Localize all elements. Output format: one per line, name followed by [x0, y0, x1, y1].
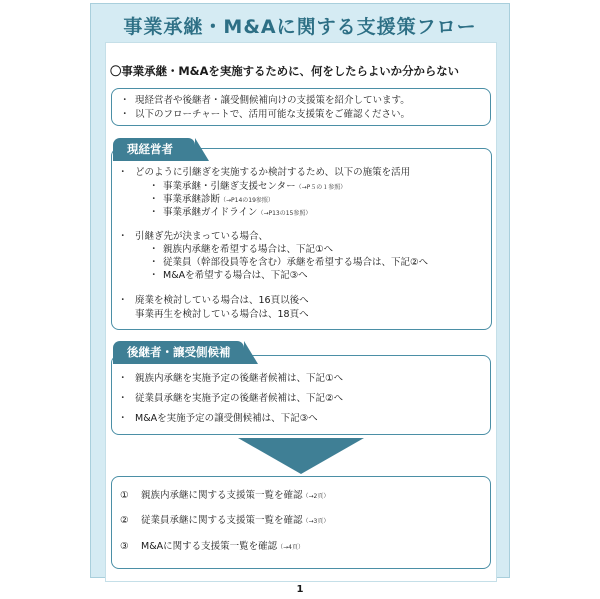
bullet-dot: ・	[149, 270, 159, 281]
result-text: 親族内承継に関する支援策一覧を確認	[141, 490, 303, 501]
result-number: ②	[120, 515, 129, 526]
bullet-dot: ・	[118, 393, 128, 404]
result-link-employee[interactable]	[141, 516, 329, 526]
bullet-dot: ・	[149, 207, 159, 218]
result-link-ma[interactable]	[141, 542, 304, 552]
owner-bullet-2: 引継ぎ先が決まっている場合、	[135, 231, 269, 242]
owner-bullet-1: どのように引継ぎを実施するか検討するため、以下の施策を活用	[135, 167, 411, 178]
bullet-dot: ・	[149, 181, 159, 192]
page-number: 1	[296, 584, 304, 595]
support-center-ref: （→P５の１参照）	[295, 184, 347, 191]
result-ref: （→2頁）	[302, 493, 330, 500]
guideline-ref: （→P13の15参照）	[257, 210, 312, 217]
closure-line: 廃業を検討している場合は、16頁以後へ	[135, 295, 309, 306]
revival-line: 事業再生を検討している場合は、18頁へ	[135, 309, 309, 320]
bullet-dot: ・	[118, 167, 128, 178]
bullet-dot: ・	[118, 295, 128, 306]
successor-item: M&Aを実施予定の譲受側候補は、下記③へ	[135, 413, 318, 424]
result-text: 従業員承継に関する支援策一覧を確認	[141, 515, 303, 526]
result-number: ①	[120, 490, 129, 501]
bullet-dot: ・	[118, 231, 128, 242]
bullet-dot: ・	[118, 413, 128, 424]
employee-option: 従業員（幹部役員等を含む）承継を希望する場合は、下記②へ	[163, 257, 429, 268]
current-owner-tab: 現経営者	[113, 138, 195, 161]
bullet-dot: ・	[118, 373, 128, 384]
page-title: 事業承継・M&Aに関する支援策フロー	[123, 16, 477, 38]
intro-line: 以下のフローチャートで、活用可能な支援策をご確認ください。	[135, 109, 411, 120]
flow-down-arrow-icon	[238, 438, 364, 474]
successor-item: 親族内承継を実施予定の後継者候補は、下記①へ	[135, 373, 344, 384]
diagnosis-item	[163, 195, 274, 205]
result-text: M&Aに関する支援策一覧を確認	[141, 541, 278, 552]
guideline-item	[163, 208, 311, 218]
ma-option: M&Aを希望する場合は、下記③へ	[163, 270, 308, 281]
guideline-label: 事業承継ガイドライン	[163, 207, 258, 218]
bullet-dot: ・	[149, 257, 159, 268]
result-number: ③	[120, 541, 129, 552]
bullet-dot: ・	[149, 244, 159, 255]
diagnosis-label: 事業承継診断	[163, 194, 221, 205]
bullet-dot: ・	[120, 95, 130, 106]
support-center-item	[163, 182, 346, 192]
lead-question: 〇事業承継・M&Aを実施するために、何をしたらよいか分からない	[110, 64, 460, 78]
intro-box	[111, 88, 491, 126]
family-option: 親族内承継を希望する場合は、下記①へ	[163, 244, 334, 255]
diagnosis-ref: （→P14の19参照）	[220, 197, 274, 204]
support-center-label: 事業承継・引継ぎ支援センター	[163, 181, 296, 192]
intro-line: 現経営者や後継者・譲受側候補向けの支援策を紹介しています。	[135, 95, 410, 106]
bullet-dot: ・	[149, 194, 159, 205]
result-link-family[interactable]	[141, 491, 329, 501]
result-ref: （→3頁）	[302, 518, 330, 525]
successor-item: 従業員承継を実施予定の後継者候補は、下記②へ	[135, 393, 344, 404]
result-ref: （→4頁）	[277, 544, 304, 551]
successor-tab: 後継者・譲受側候補	[113, 341, 244, 364]
bullet-dot: ・	[120, 109, 130, 120]
